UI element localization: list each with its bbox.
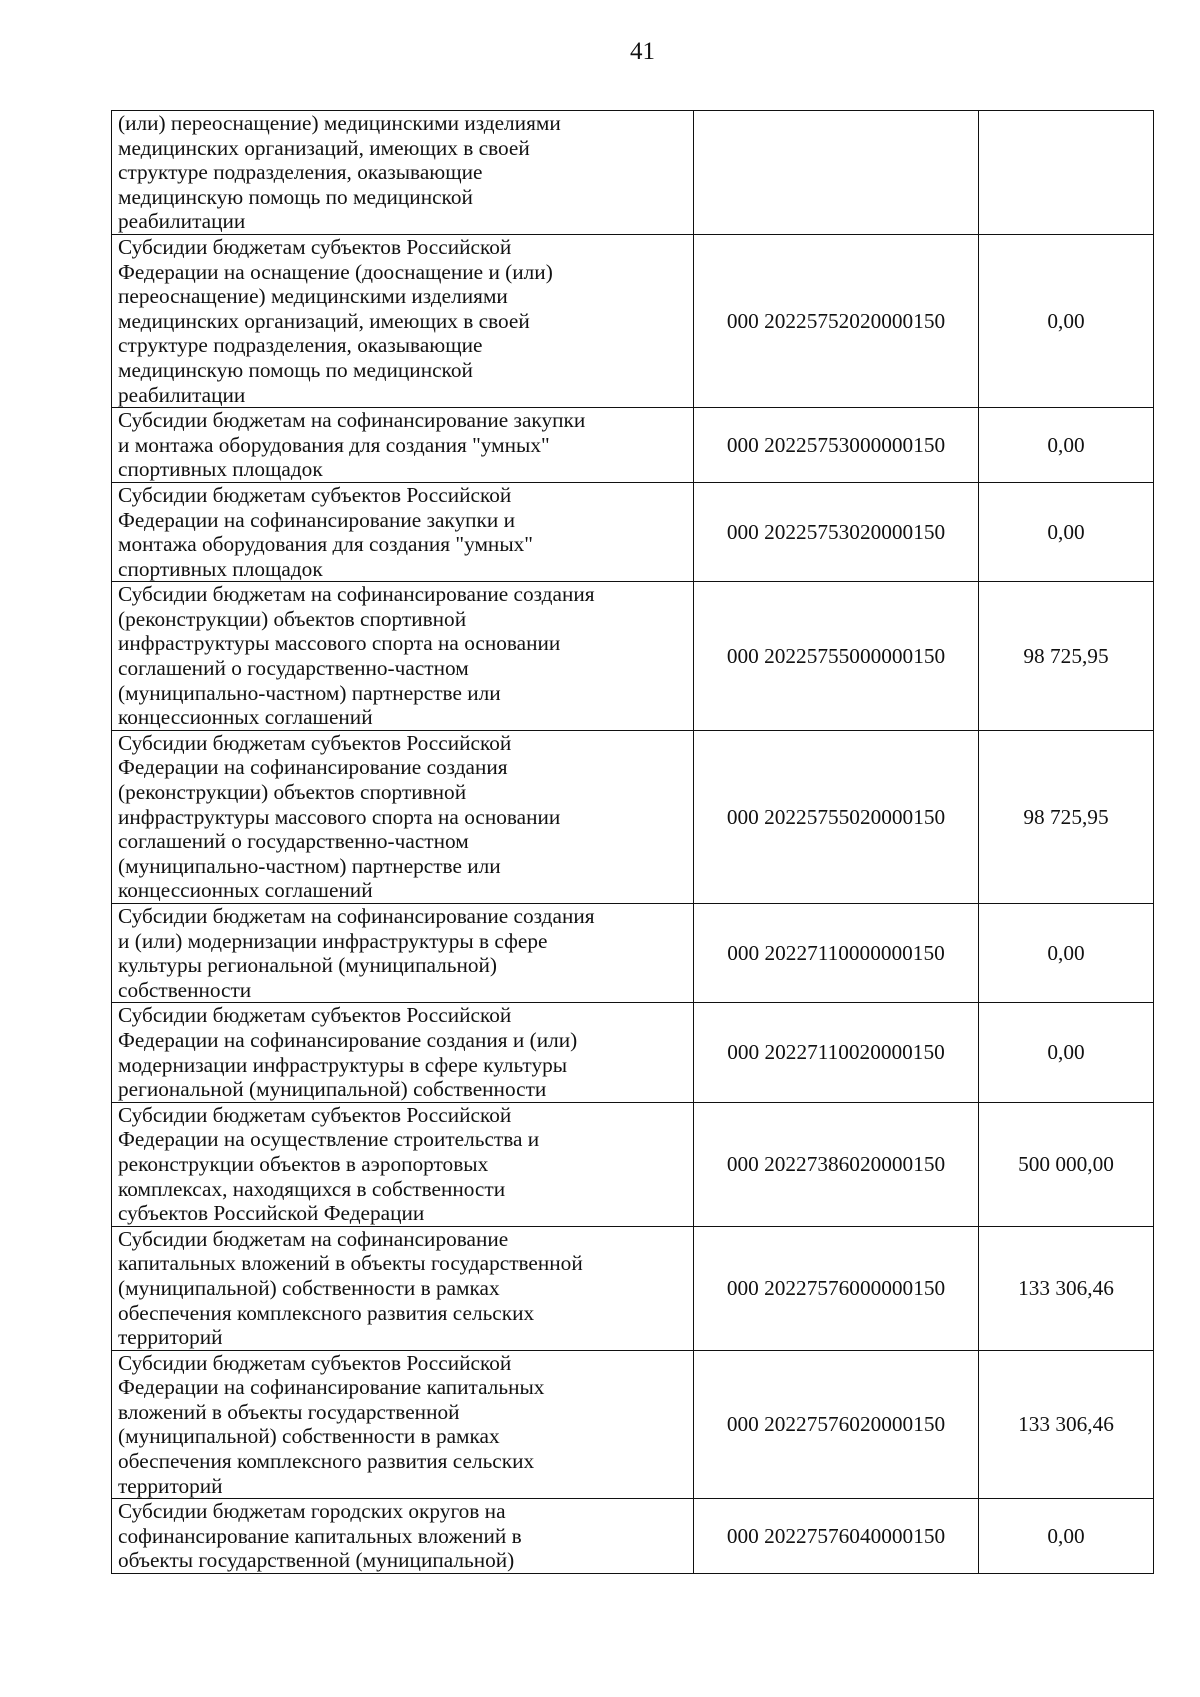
amount: 0,00 — [979, 234, 1154, 407]
table-row — [112, 482, 1154, 581]
table-row — [112, 1003, 1154, 1102]
description-line: инфраструктуры массового спорта на основании — [118, 631, 561, 656]
description-line: Субсидии бюджетам субъектов Российской — [118, 1003, 512, 1028]
description-line: переоснащение) медицинскими изделиями — [118, 284, 508, 309]
budget-classification-code: 000 20227110000000150 — [694, 904, 979, 1003]
description-line: медицинских организаций, имеющих в своей — [118, 135, 530, 160]
description-line: субъектов Российской Федерации — [118, 1201, 425, 1226]
budget-classification-code: 000 20227110020000150 — [694, 1003, 979, 1102]
row-description — [112, 1499, 694, 1574]
row-description — [112, 1226, 694, 1350]
budget-classification-code: 000 20225753020000150 — [694, 482, 979, 581]
table-body — [112, 111, 1154, 1574]
table-row — [112, 111, 1154, 235]
amount: 500 000,00 — [979, 1102, 1154, 1226]
budget-classification-code: 000 20225752020000150 — [694, 234, 979, 407]
row-description — [112, 582, 694, 731]
description-line: монтажа оборудования для создания "умных" — [118, 532, 533, 557]
table-row — [112, 730, 1154, 903]
amount: 0,00 — [979, 1499, 1154, 1574]
row-description — [112, 482, 694, 581]
budget-classification-code: 000 20227576020000150 — [694, 1350, 979, 1499]
amount: 0,00 — [979, 1003, 1154, 1102]
row-description — [112, 111, 694, 235]
budget-revenue-table — [111, 110, 1154, 1574]
table-row — [112, 408, 1154, 483]
amount: 98 725,95 — [979, 730, 1154, 903]
description-line: Субсидии бюджетам субъектов Российской — [118, 1102, 512, 1127]
amount: 0,00 — [979, 482, 1154, 581]
description-line: территорий — [118, 1325, 223, 1350]
description-line: спортивных площадок — [118, 556, 323, 581]
table-row — [112, 1102, 1154, 1226]
table-row — [112, 1499, 1154, 1574]
row-description — [112, 234, 694, 407]
description-line: Федерации на осуществление строительства и — [118, 1127, 540, 1152]
description-line: (муниципальной) собственности в рамках — [118, 1275, 500, 1300]
budget-classification-code: 000 20227386020000150 — [694, 1102, 979, 1226]
description-line: реабилитации — [118, 209, 246, 234]
budget-classification-code: 000 20225755000000150 — [694, 582, 979, 731]
description-line: вложений в объекты государственной — [118, 1399, 460, 1424]
table-row — [112, 1350, 1154, 1499]
description-line: Федерации на софинансирование создания и (или) — [118, 1027, 578, 1052]
description-line: спортивных площадок — [118, 457, 323, 482]
description-line: соглашений о государственно-частном — [118, 656, 469, 681]
description-line: (муниципально-частном) партнерстве или — [118, 853, 501, 878]
description-line: обеспечения комплексного развития сельских — [118, 1449, 535, 1474]
description-line: медицинскую помощь по медицинской — [118, 357, 473, 382]
amount: 133 306,46 — [979, 1350, 1154, 1499]
description-line: капитальных вложений в объекты государственной — [118, 1251, 583, 1276]
description-line: (или) переоснащение) медицинскими изделиями — [118, 111, 561, 135]
description-line: концессионных соглашений — [118, 878, 373, 903]
table-row — [112, 904, 1154, 1003]
description-line: Субсидии бюджетам субъектов Российской — [118, 234, 512, 259]
description-line: структуре подразделения, оказывающие — [118, 160, 483, 185]
amount: 98 725,95 — [979, 582, 1154, 731]
description-line: (муниципально-частном) партнерстве или — [118, 680, 501, 705]
budget-classification-code: 000 20227576040000150 — [694, 1499, 979, 1574]
amount — [979, 111, 1154, 235]
description-line: (реконструкции) объектов спортивной — [118, 780, 467, 805]
description-line: комплексах, находящихся в собственности — [118, 1176, 506, 1201]
row-description — [112, 730, 694, 903]
description-line: объекты государственной (муниципальной) — [118, 1548, 515, 1573]
table-row — [112, 582, 1154, 731]
description-line: собственности — [118, 977, 252, 1002]
description-line: Субсидии бюджетам городских округов на — [118, 1499, 506, 1524]
description-line: (реконструкции) объектов спортивной — [118, 606, 467, 631]
description-line: медицинских организаций, имеющих в своей — [118, 308, 530, 333]
page-number: 41 — [630, 38, 655, 65]
description-line: Субсидии бюджетам на софинансирование создания — [118, 904, 595, 928]
description-line: территорий — [118, 1473, 223, 1498]
description-line: и монтажа оборудования для создания "умных" — [118, 432, 550, 457]
amount: 0,00 — [979, 904, 1154, 1003]
row-description — [112, 1003, 694, 1102]
description-line: реконструкции объектов в аэропортовых — [118, 1151, 489, 1176]
description-line: Субсидии бюджетам на софинансирование закупки — [118, 408, 586, 433]
description-line: Федерации на софинансирование закупки и — [118, 507, 515, 532]
description-line: Субсидии бюджетам субъектов Российской — [118, 1350, 512, 1375]
description-line: Субсидии бюджетам субъектов Российской — [118, 730, 512, 755]
description-line: модернизации инфраструктуры в сфере культуры — [118, 1052, 568, 1077]
description-line: Федерации на оснащение (дооснащение и (или) — [118, 259, 553, 284]
row-description — [112, 1350, 694, 1499]
row-description — [112, 1102, 694, 1226]
description-line: региональной (муниципальной) собственности — [118, 1077, 547, 1102]
budget-classification-code: 000 20225755020000150 — [694, 730, 979, 903]
amount: 0,00 — [979, 408, 1154, 483]
description-line: культуры региональной (муниципальной) — [118, 953, 497, 978]
description-line: Субсидии бюджетам субъектов Российской — [118, 482, 512, 507]
description-line: инфраструктуры массового спорта на основании — [118, 804, 561, 829]
description-line: соглашений о государственно-частном — [118, 829, 469, 854]
row-description — [112, 408, 694, 483]
description-line: Субсидии бюджетам на софинансирование создания — [118, 582, 595, 607]
description-line: обеспечения комплексного развития сельских — [118, 1300, 535, 1325]
description-line: и (или) модернизации инфраструктуры в сфере — [118, 928, 548, 953]
budget-classification-code: 000 20227576000000150 — [694, 1226, 979, 1350]
amount: 133 306,46 — [979, 1226, 1154, 1350]
description-line: Субсидии бюджетам на софинансирование — [118, 1226, 509, 1251]
table-row — [112, 234, 1154, 407]
description-line: (муниципальной) собственности в рамках — [118, 1424, 500, 1449]
description-line: Федерации на софинансирование капитальных — [118, 1375, 545, 1400]
budget-classification-code — [694, 111, 979, 235]
budget-classification-code: 000 20225753000000150 — [694, 408, 979, 483]
description-line: медицинскую помощь по медицинской — [118, 184, 473, 209]
description-line: концессионных соглашений — [118, 705, 373, 730]
description-line: реабилитации — [118, 382, 246, 407]
row-description — [112, 904, 694, 1003]
description-line: структуре подразделения, оказывающие — [118, 333, 483, 358]
description-line: софинансирование капитальных вложений в — [118, 1523, 522, 1548]
table-row — [112, 1226, 1154, 1350]
description-line: Федерации на софинансирование создания — [118, 755, 508, 780]
